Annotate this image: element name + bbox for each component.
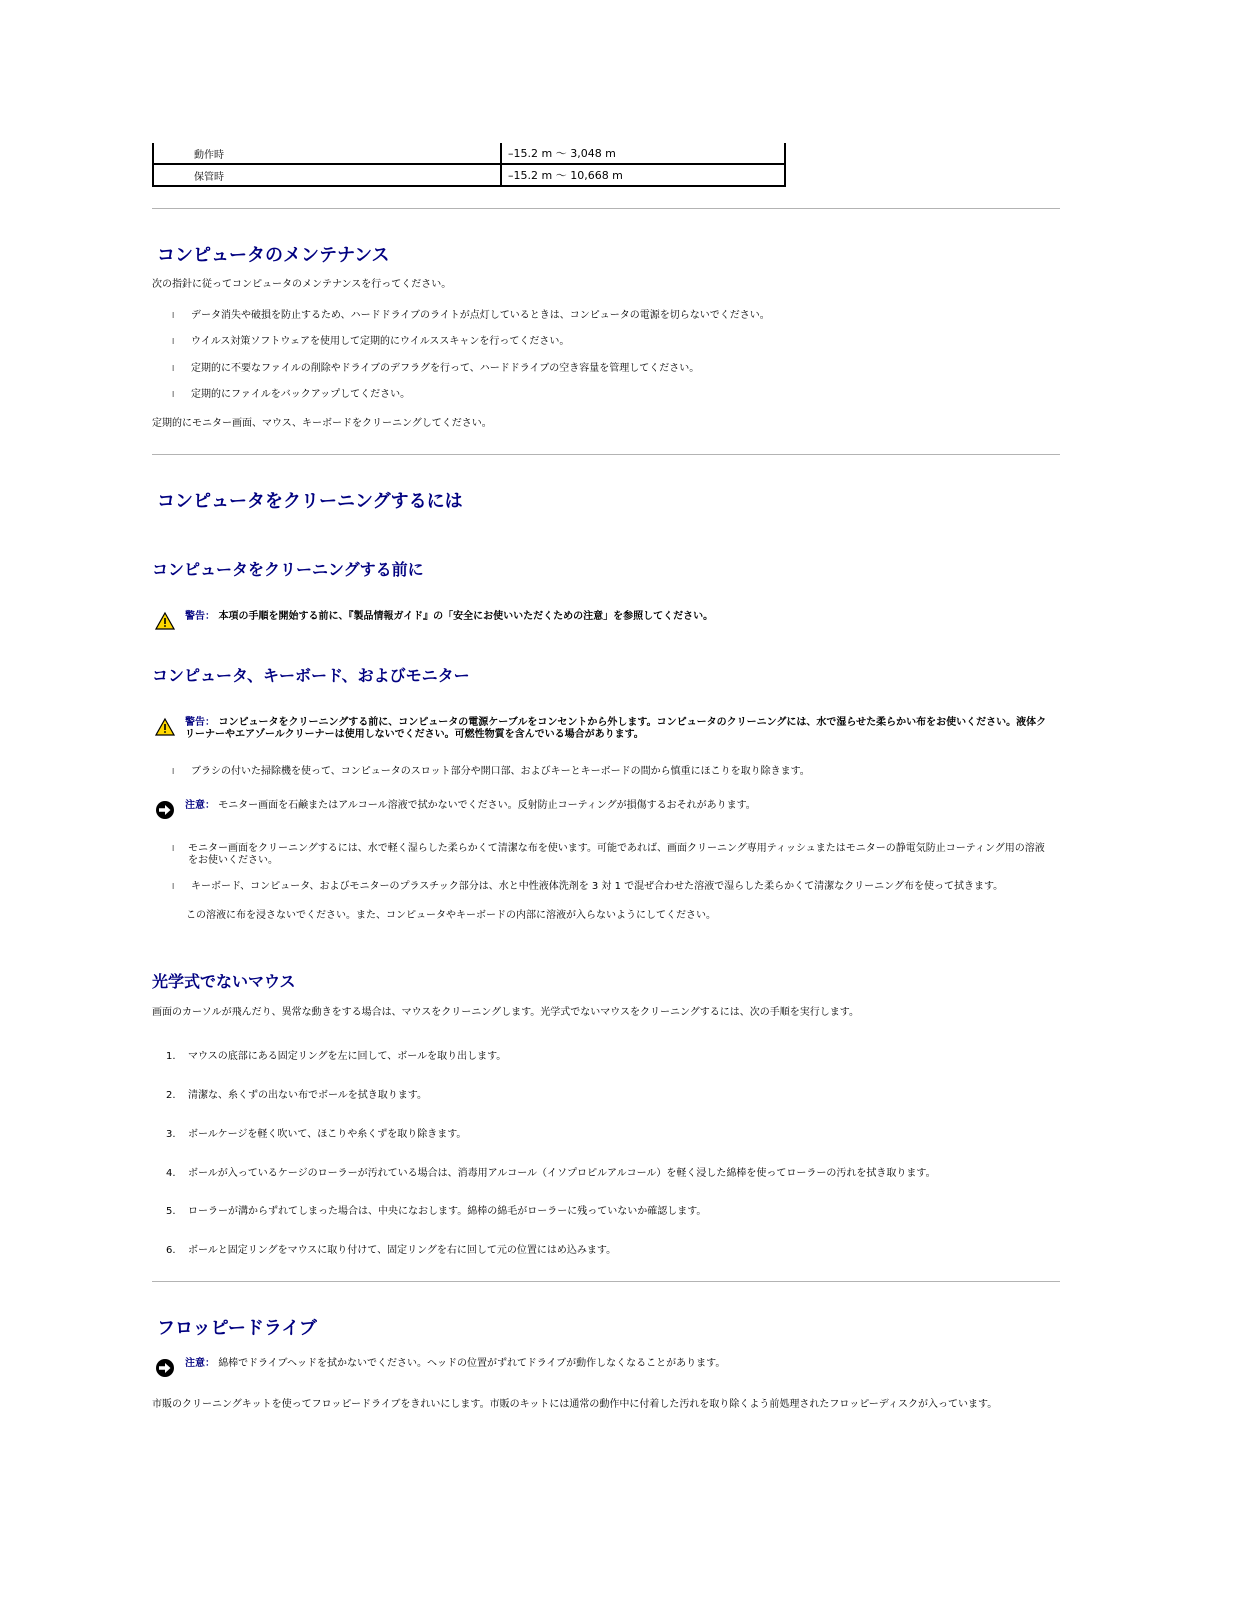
step-item [166,1206,706,1218]
list-item-text: データ消失や破損を防止するため、ハードドライブのライトが点灯しているときは、コンピュータの電源を切らないでください。 [191,310,770,321]
section-divider [152,454,1060,455]
section-title-floppy: フロッピードライブ [157,1318,317,1339]
notice-body: モニター画面を石鹸またはアルコール溶液で拭かないでください。反射防止コーティングが損傷するおそれがあります。 [218,800,756,811]
list-item [172,843,1052,867]
step-text: ボールと固定リングをマウスに取り付けて、固定リングを右に回して元の位置にはめ込みます。 [188,1245,617,1256]
step-item [166,1129,466,1141]
subsection-title-computer-keyboard-monitor: コンピュータ、キーボード、およびモニター [152,666,470,685]
section-divider [152,1281,1060,1282]
step-item [166,1090,427,1102]
step-number: 6. [166,1245,176,1256]
step-number: 3. [166,1129,176,1140]
warning-keyword: 警告： [185,717,215,728]
list-item-text: キーボード、コンピュータ、およびモニターのプラスチック部分は、水と中性液体洗剤を 3 対 1 で混ぜ合わせた溶液で湿らした柔らかくて清潔なクリーニング布を使って拭きます。 [191,881,1004,892]
notice-arrow-icon [155,800,175,820]
notice-text [185,800,1055,812]
step-item [166,1168,936,1180]
notice-body: 綿棒でドライブヘッドを拭かないでください。ヘッドの位置がずれてドライブが動作しなくなることがあります。 [218,1358,726,1369]
step-text: ボールが入っているケージのローラーが汚れている場合は、消毒用アルコール（イソプロピルアルコール）を軽く浸した綿棒を使ってローラーの汚れを拭き取ります。 [188,1168,936,1179]
list-item [172,881,1003,893]
section-title-maintenance: コンピュータのメンテナンス [157,245,390,266]
bullet-mark: l [172,844,175,853]
bullet-mark: l [172,364,175,373]
bullet-mark: l [172,767,175,776]
table-cell-value: –15.2 m ～ 10,668 m [501,164,785,186]
table-row [153,143,785,164]
table-row [153,164,785,186]
step-number: 1. [166,1051,176,1062]
section-divider [152,208,1060,209]
bullet-mark: l [172,882,175,891]
warning-triangle-icon [155,717,175,737]
bullet-mark: l [172,337,175,346]
section-title-cleaning: コンピュータをクリーニングするには [157,491,463,512]
list-item-text: ブラシの付いた掃除機を使って、コンピュータのスロット部分や開口部、およびキーとキーボードの間から慎重にほこりを取り除きます。 [191,766,810,777]
table-cell-value: –15.2 m ～ 3,048 m [501,143,785,164]
step-number: 5. [166,1206,176,1217]
maintenance-outro: 定期的にモニター画面、マウス、キーボードをクリーニングしてください。 [152,418,492,429]
step-number: 4. [166,1168,176,1179]
subsection-title-mouse: 光学式でないマウス [152,972,296,991]
table-cell-label: 動作時 [153,143,501,164]
step-text: マウスの底部にある固定リングを左に回して、ボールを取り出します。 [188,1051,507,1062]
warning-body: 本項の手順を開始する前に、『製品情報ガイド』の「安全にお使いいただくための注意」を参照してください。 [218,611,714,622]
list-item-text: モニター画面をクリーニングするには、水で軽く湿らした柔らかくて清潔な布を使います。可能であれば、画面クリーニング専用ティッシュまたはモニターの静電気防止コーティング用の溶液をお使いください。 [188,843,1045,866]
notice-keyword: 注意： [185,1358,215,1369]
step-text: ボールケージを軽く吹いて、ほこりや糸くずを取り除きます。 [188,1129,467,1140]
mouse-intro: 画面のカーソルが飛んだり、異常な動きをする場合は、マウスをクリーニングします。光学式でないマウスをクリーニングするには、次の手順を実行します。 [152,1007,859,1018]
bullet-mark: l [172,311,175,320]
maintenance-intro: 次の指針に従ってコンピュータのメンテナンスを行ってください。 [152,279,452,290]
plastic-note: この溶液に布を浸さないでください。また、コンピュータやキーボードの内部に溶液が入らないようにしてください。 [186,910,716,921]
list-item [172,310,770,322]
table-cell-label: 保管時 [153,164,501,186]
step-text: 清潔な、糸くずの出ない布でボールを拭き取ります。 [188,1090,427,1101]
notice-keyword: 注意： [185,800,215,811]
notice-arrow-icon [155,1358,175,1378]
step-item [166,1051,506,1063]
bullet-mark: l [172,390,175,399]
altitude-table [152,143,786,187]
notice-text [185,1358,1055,1370]
floppy-text: 市販のクリーニングキットを使ってフロッピードライブをきれいにします。市販のキットには通常の動作中に付着した汚れを取り除くよう前処理されたフロッピーディスクが入っています。 [152,1399,998,1410]
list-item-text: 定期的に不要なファイルの削除やドライブのデフラグを行って、ハードドライブの空き容量を管理してください。 [191,363,700,374]
warning-keyword: 警告： [185,611,215,622]
warning-text [185,717,1047,741]
list-item [172,766,810,778]
list-item-text: ウイルス対策ソフトウェアを使用して定期的にウイルススキャンを行ってください。 [191,336,570,347]
list-item [172,389,410,401]
warning-triangle-icon [155,611,175,631]
list-item [172,336,569,348]
warning-text [185,611,1055,623]
step-text: ローラーが溝からずれてしまった場合は、中央になおします。綿棒の綿毛がローラーに残っていないか確認します。 [188,1206,707,1217]
subsection-title-before-cleaning: コンピュータをクリーニングする前に [152,560,424,579]
list-item-text: 定期的にファイルをバックアップしてください。 [191,389,411,400]
step-number: 2. [166,1090,176,1101]
warning-body: コンピュータをクリーニングする前に、コンピュータの電源ケーブルをコンセントから外します。コンピュータのクリーニングには、水で湿らせた柔らかい布をお使いください。液体クリーナーやエアゾールクリーナーは使用しないでください。可燃性物質を含んでいる場合があります。 [185,717,1047,740]
step-item [166,1245,616,1257]
list-item [172,363,699,375]
